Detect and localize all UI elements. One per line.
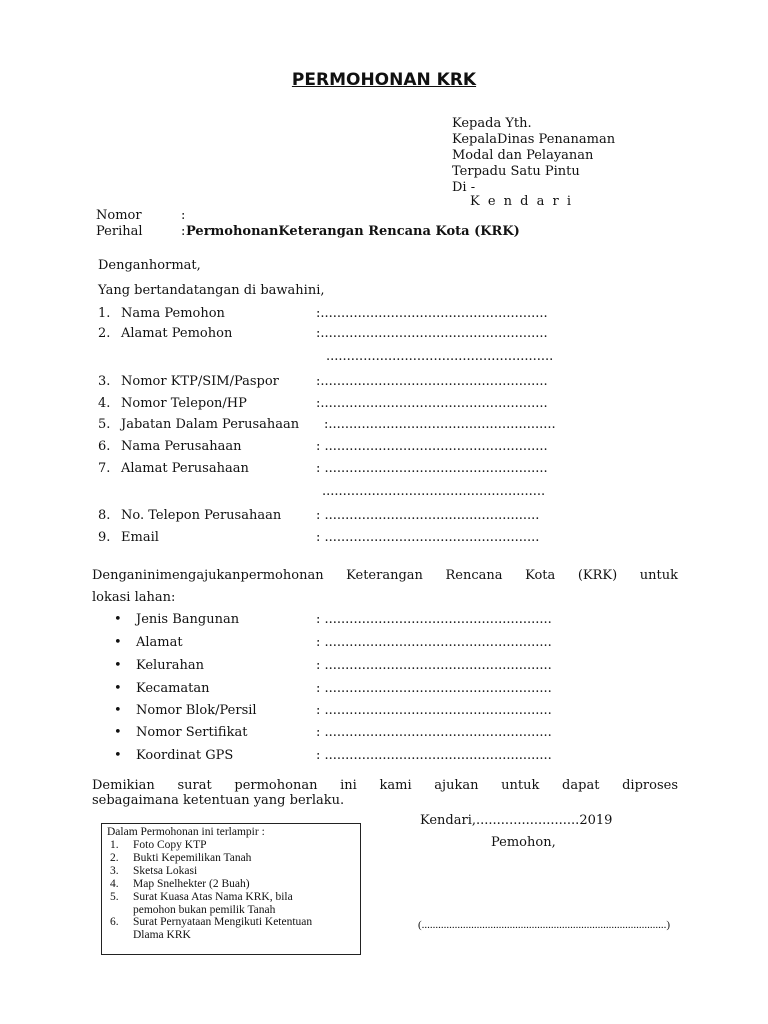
attachment-item: Surat Kuasa Atas Nama KRK, bila <box>133 891 293 903</box>
field-label: Nama Perusahaan <box>121 439 242 454</box>
field-blank-continued: ....................................................... <box>326 349 554 364</box>
attachment-number: 5. <box>110 891 119 903</box>
recipient-line: Terpadu Satu Pintu <box>452 164 580 179</box>
field-label: Alamat Pemohon <box>121 326 233 341</box>
signature-role: Pemohon, <box>491 835 556 850</box>
intro-text: Yang bertandatangan di bawahini, <box>98 283 325 298</box>
perihal-value: PermohonanKeterangan Rencana Kota (KRK) <box>186 224 520 239</box>
field-label: No. Telepon Perusahaan <box>121 508 282 523</box>
location-blank: : ....................................................... <box>316 681 552 696</box>
location-label: Nomor Blok/Persil <box>136 703 257 718</box>
location-label: Alamat <box>136 635 183 650</box>
location-blank: : ....................................................... <box>316 725 552 740</box>
attachment-number: 2. <box>110 852 119 864</box>
attachment-item: Bukti Kepemilikan Tanah <box>133 852 252 864</box>
location-label: Kecamatan <box>136 681 210 696</box>
attachment-item-continued: pemohon bukan pemilik Tanah <box>133 904 276 916</box>
field-blank: :....................................................... <box>324 417 556 432</box>
field-number: 8. <box>98 508 111 523</box>
nomor-label: Nomor <box>96 208 142 223</box>
attachment-number: 4. <box>110 878 119 890</box>
bullet-icon: • <box>114 635 122 650</box>
attachment-item: Sketsa Lokasi <box>133 865 198 877</box>
field-blank: :....................................................... <box>316 306 548 321</box>
page-title: PERMOHONAN KRK <box>291 70 477 90</box>
recipient-line: Modal dan Pelayanan <box>452 148 594 163</box>
field-label: Alamat Perusahaan <box>121 461 249 476</box>
perihal-label: Perihal <box>96 224 143 239</box>
attachment-number: 3. <box>110 865 119 877</box>
closing-line: sebagaimana ketentuan yang berlaku. <box>92 793 345 808</box>
location-label: Nomor Sertifikat <box>136 725 248 740</box>
attachment-item: Surat Pernyataan Mengikuti Ketentuan <box>133 916 313 928</box>
nomor-colon: : <box>181 208 186 223</box>
attachment-item-continued: Dlama KRK <box>133 929 191 941</box>
greeting: Denganhormat, <box>98 258 201 273</box>
field-blank: : ...................................................... <box>316 439 548 454</box>
field-number: 6. <box>98 439 111 454</box>
location-label: Kelurahan <box>136 658 205 673</box>
field-number: 5. <box>98 417 111 432</box>
field-label: Jabatan Dalam Perusahaan <box>121 417 300 432</box>
recipient-line: Di - <box>452 180 476 195</box>
attachment-number: 6. <box>110 916 119 928</box>
field-number: 1. <box>98 306 111 321</box>
attachments-title: Dalam Permohonan ini terlampir : <box>107 826 265 838</box>
location-blank: : ....................................................... <box>316 748 552 763</box>
field-label: Nomor Telepon/HP <box>121 396 247 411</box>
field-label: Nama Pemohon <box>121 306 225 321</box>
field-number: 9. <box>98 530 111 545</box>
field-label: Nomor KTP/SIM/Paspor <box>121 374 279 389</box>
location-blank: : ....................................................... <box>316 703 552 718</box>
attachment-number: 1. <box>110 839 119 851</box>
field-number: 4. <box>98 396 111 411</box>
signature-name-line: (.........................................................................................) <box>418 919 671 931</box>
request-paragraph-line: Denganinimengajukanpermohonan Keterangan Rencana Kota (KRK) untuk <box>92 568 678 583</box>
field-blank: : .................................................... <box>316 508 540 523</box>
field-number: 2. <box>98 326 111 341</box>
perihal-colon: : <box>181 224 186 239</box>
bullet-icon: • <box>114 681 122 696</box>
recipient-line: Kepada Yth. <box>452 116 532 131</box>
field-number: 7. <box>98 461 111 476</box>
recipient-line: KepalaDinas Penanaman <box>452 132 616 147</box>
field-blank: :....................................................... <box>316 374 548 389</box>
attachment-item: Foto Copy KTP <box>133 839 207 851</box>
location-label: Koordinat GPS <box>136 748 234 763</box>
bullet-icon: • <box>114 748 122 763</box>
location-blank: : ....................................................... <box>316 635 552 650</box>
bullet-icon: • <box>114 612 122 627</box>
request-paragraph-line: lokasi lahan: <box>92 590 176 605</box>
bullet-icon: • <box>114 725 122 740</box>
closing-line: Demikian surat permohonan ini kami ajukan untuk dapat diproses <box>92 778 678 793</box>
recipient-city: K e n d a r i <box>470 194 574 209</box>
field-blank: : ...................................................... <box>316 461 548 476</box>
location-blank: : ....................................................... <box>316 612 552 627</box>
field-number: 3. <box>98 374 111 389</box>
signature-place-date: Kendari,.........................2019 <box>420 813 613 828</box>
attachment-item: Map Snelhekter (2 Buah) <box>133 878 250 890</box>
field-blank-continued: ...................................................... <box>322 484 546 499</box>
bullet-icon: • <box>114 658 122 673</box>
field-blank: : .................................................... <box>316 530 540 545</box>
location-label: Jenis Bangunan <box>136 612 240 627</box>
field-blank: :....................................................... <box>316 326 548 341</box>
bullet-icon: • <box>114 703 122 718</box>
field-blank: :....................................................... <box>316 396 548 411</box>
location-blank: : ....................................................... <box>316 658 552 673</box>
field-label: Email <box>121 530 159 545</box>
